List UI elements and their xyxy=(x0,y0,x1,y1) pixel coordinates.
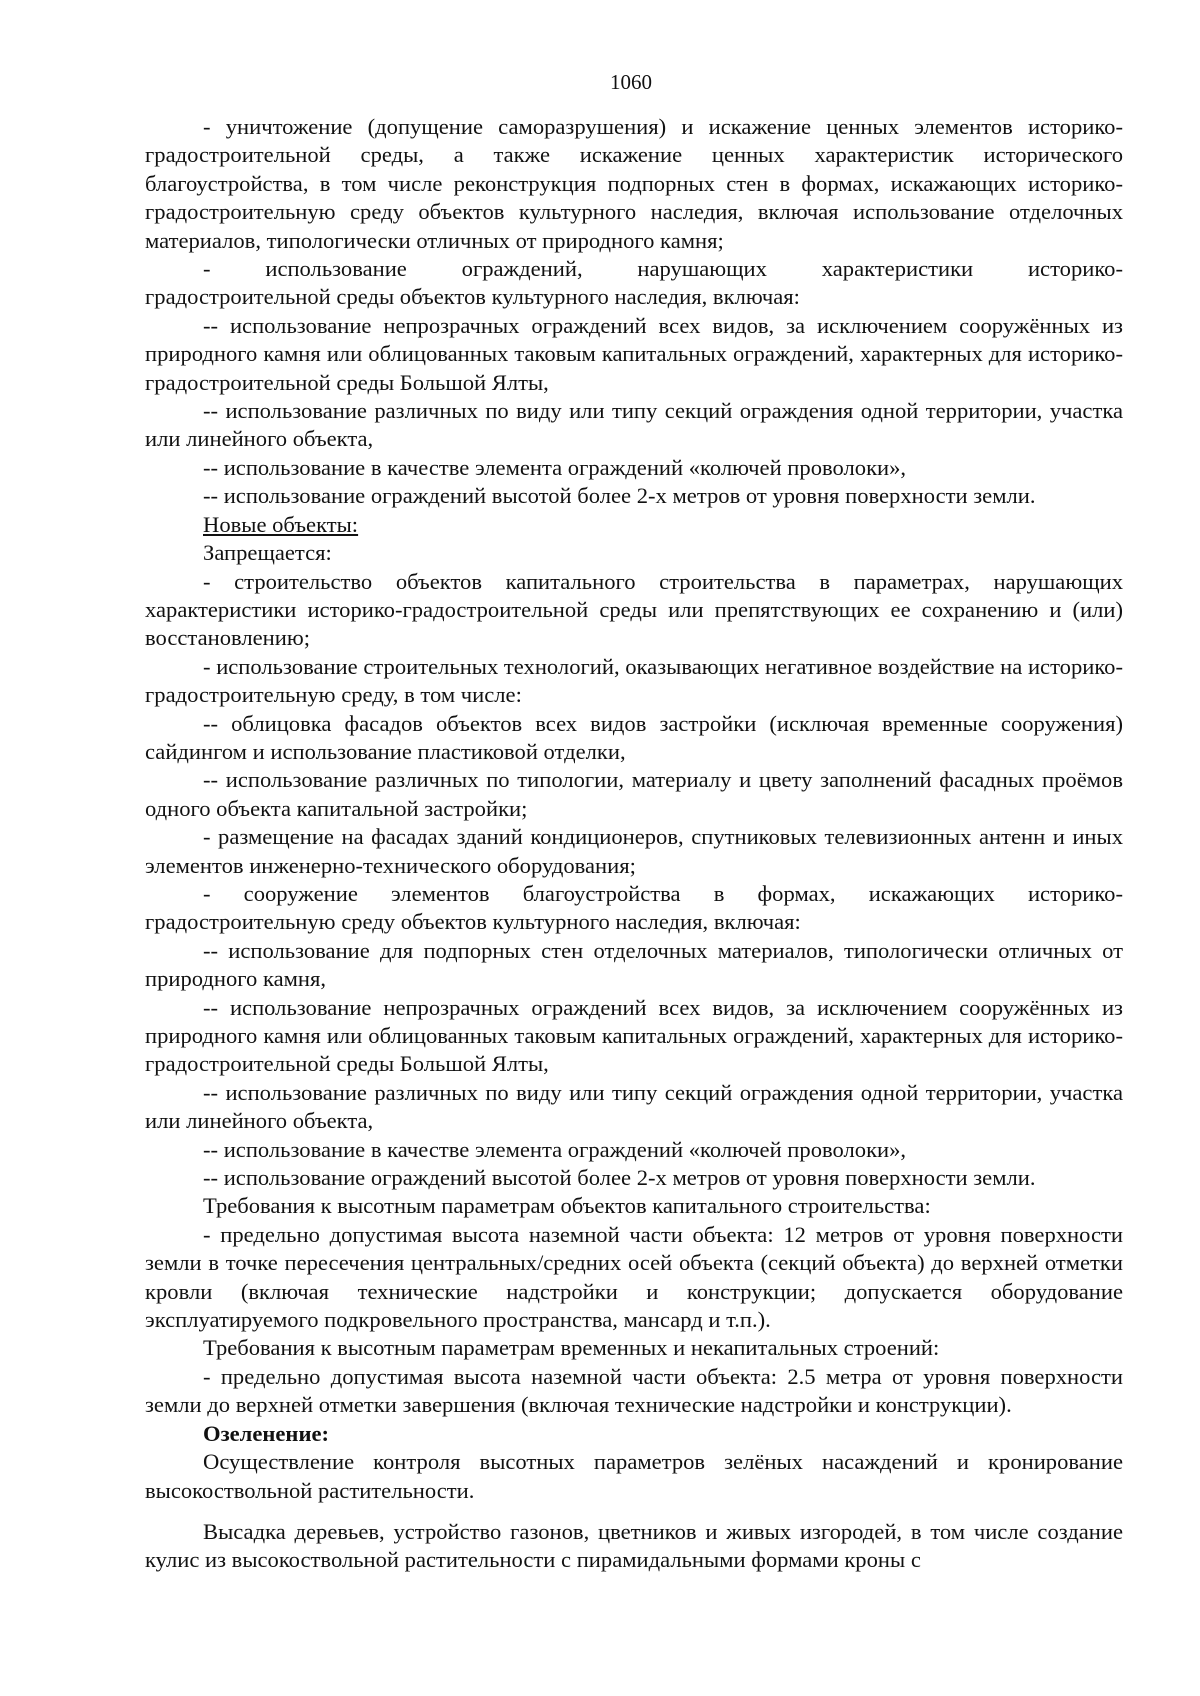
paragraph: -- использование непрозрачных ограждений всех видов, за исключением сооружённых из природного камня или облицованных таковым капитальных ограждений, характерных для историко-градостроительной среды Большой Ялты, xyxy=(145,312,1123,395)
paragraph: - строительство объектов капитального строительства в параметрах, нарушающих характеристики историко-градостроительной среды или препятствующих ее сохранению и (или) восстановлению; xyxy=(145,568,1123,651)
paragraph: -- использование различных по типологии, материалу и цвету заполнений фасадных проёмов одного объекта капитальной застройки; xyxy=(145,767,1123,821)
paragraph: -- использование различных по виду или типу секций ограждения одной территории, участка или линейного объекта, xyxy=(145,1079,1123,1134)
paragraph: -- использование непрозрачных ограждений всех видов, за исключением сооружённых из природного камня или облицованных таковым капитальных ограждений, характерных для историко-градостроительной среды Большой Ялты, xyxy=(145,994,1123,1077)
section-heading-new-objects: Новые объекты: xyxy=(203,511,359,537)
page-number: 1060 xyxy=(610,70,652,94)
paragraph: Запрещается: xyxy=(203,540,332,566)
section-heading-greening: Озеленение: xyxy=(203,1420,330,1446)
paragraph: градостроительную среду объектов культурного наследия, включая: xyxy=(145,909,801,935)
paragraph: -- использование ограждений высотой более 2-х метров от уровня поверхности земли. xyxy=(203,483,1036,509)
paragraph: -- облицовка фасадов объектов всех видов застройки (исключая временные сооружения) сайдингом и использование пластиковой отделки, xyxy=(145,710,1123,764)
paragraph: Требования к высотным параметрам объектов капитального строительства: xyxy=(203,1193,931,1219)
paragraph: Высадка деревьев, устройство газонов, цветников и живых изгородей, в том числе создание кулис из высокоствольной растительности с пирамидальными формами кроны с xyxy=(145,1518,1123,1573)
paragraph: - предельно допустимая высота наземной части объекта: 12 метров от уровня поверхности земли в точке пересечения центральных/средних осей объекта (секций объекта) до верхней отметки кровли (включая технические надстройки и конструкции; допускается оборудование эксплуатируемого подкровельного пространства, мансард и т.п.). xyxy=(145,1221,1123,1333)
paragraph: -- использование в качестве элемента ограждений «колючей проволоки», xyxy=(203,1136,907,1162)
paragraph: - уничтожение (допущение саморазрушения) и искажение ценных элементов историко-градостроительной среды, а также искажение ценных характеристик исторического благоустройства, в том числе реконструкция подпорных стен в формах, искажающих историко-градостроительную среду объектов культурного наследия, включая использование отделочных материалов, типологически отличных от природного камня; xyxy=(145,114,1123,253)
paragraph: - размещение на фасадах зданий кондиционеров, спутниковых телевизионных антенн и иных элементов инженерно-технического оборудования; xyxy=(145,824,1123,878)
paragraph: -- использование в качестве элемента ограждений «колючей проволоки», xyxy=(203,454,907,480)
document-body xyxy=(145,113,1123,1575)
paragraph: градостроительной среды объектов культурного наследия, включая: xyxy=(145,284,800,310)
paragraph: - предельно допустимая высота наземной части объекта: 2.5 метра от уровня поверхности земли до верхней отметки завершения (включая технические надстройки и конструкции). xyxy=(145,1363,1123,1418)
paragraph: Требования к высотным параметрам временных и некапитальных строений: xyxy=(203,1335,940,1361)
paragraph: - использование ограждений, нарушающих характеристики историко- xyxy=(203,256,1123,282)
paragraph: - использование строительных технологий, оказывающих негативное воздействие на историко-градостроительную среду, в том числе: xyxy=(145,653,1123,708)
paragraph: -- использование для подпорных стен отделочных материалов, типологически отличных от природного камня, xyxy=(145,937,1123,992)
paragraph: -- использование ограждений высотой более 2-х метров от уровня поверхности земли. xyxy=(203,1165,1036,1191)
paragraph: -- использование различных по виду или типу секций ограждения одной территории, участка или линейного объекта, xyxy=(145,398,1123,452)
paragraph: Осуществление контроля высотных параметров зелёных насаждений и кронирование высокоствольной растительности. xyxy=(145,1449,1123,1503)
paragraph: - сооружение элементов благоустройства в формах, искажающих историко- xyxy=(203,880,1123,906)
